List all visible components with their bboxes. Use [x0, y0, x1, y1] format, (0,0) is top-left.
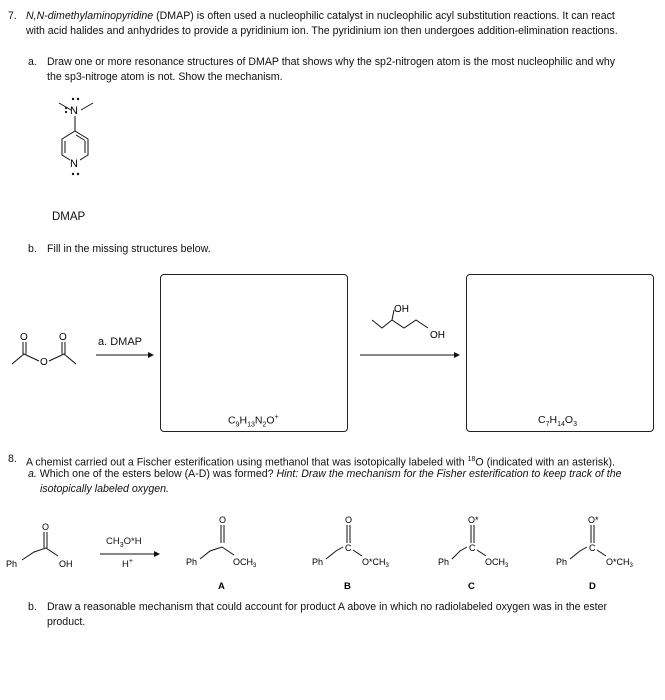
q7-intro-text: (DMAP) is often used a nucleophilic catalyst in nucleophilic acyl substitution reactions. It can react	[156, 10, 615, 22]
acid-oh: OH	[59, 559, 73, 569]
ester-d-label: D	[589, 581, 596, 592]
box1-formula: $C_9H_{13}N_2O^+$	[228, 414, 279, 429]
q7-compound-name: N,N-dimethylaminopyridine	[26, 10, 154, 22]
ester-c-label: C	[468, 581, 475, 592]
diol-oh-right: OH	[430, 330, 445, 341]
anhydride-o-bridge: O	[40, 357, 48, 368]
q7-intro-line2: with acid halides and anhydrides to provide a pyridinium ion. The pyridinium ion then undergoes addition-elimination reactions.	[26, 25, 618, 37]
q7a-line2: the sp3-nitroge atom is not. Show the mechanism.	[47, 71, 283, 83]
arrow-1	[96, 351, 156, 361]
q8a	[28, 467, 658, 497]
diol-reagent-structure	[364, 302, 454, 352]
ester-b-o: O	[345, 515, 353, 525]
q7b-label: b.	[28, 243, 37, 255]
q8b-line2: product.	[47, 616, 86, 628]
q8a-label: a.	[28, 468, 37, 480]
reagent-dmap: a. DMAP	[98, 336, 143, 348]
ester-b-structure	[312, 513, 402, 593]
ester-b-ostar-ch3: $O*CH_3$	[362, 557, 389, 569]
anhydride-o-left: O	[20, 332, 28, 343]
ester-d-c: C	[589, 543, 596, 553]
ester-a-structure	[186, 513, 276, 593]
box2-formula: $C_7H_{14}O_3$	[538, 414, 577, 429]
ester-d-ph: Ph	[556, 557, 568, 567]
dmap-caption: DMAP	[52, 211, 86, 223]
ester-a-och3: $OCH_3$	[233, 557, 257, 569]
q7b-text: Fill in the missing structures below.	[47, 243, 211, 255]
reagent-acid: H+	[122, 558, 133, 571]
dmap-structure	[45, 95, 105, 205]
ester-c-c: C	[469, 543, 476, 553]
diol-oh-top: OH	[394, 304, 409, 315]
q7a-text	[47, 55, 659, 85]
q7-intro	[8, 9, 658, 37]
ester-b-ph: Ph	[312, 557, 324, 567]
acetic-anhydride-structure	[8, 330, 88, 380]
ester-d-ostar: O*	[588, 515, 599, 525]
ester-c-structure	[438, 513, 528, 593]
ester-b-c: C	[345, 543, 352, 553]
q8a-question: Which one of the esters below (A-D) was formed?	[39, 468, 274, 480]
q8-number: 8.	[8, 453, 17, 465]
ester-c-ph: Ph	[438, 557, 450, 567]
q8b-label: b.	[28, 601, 37, 613]
anhydride-o-right: O	[59, 332, 67, 343]
q8-line1: A chemist carried out a Fischer esterification using methanol that was isotopically labeled with $^{18}$O (indicated with an asterisk).	[26, 456, 615, 469]
acid-ph: Ph	[6, 559, 18, 569]
q8b-text	[47, 600, 659, 630]
ester-c-och3: $OCH_3$	[485, 557, 509, 569]
dmap-amine-n: N	[70, 105, 78, 117]
answer-box-1[interactable]	[160, 274, 348, 432]
reagent-methanol: $CH_3O*H$	[106, 536, 142, 549]
ester-d-ostar-ch3: $O*CH_3$	[606, 557, 633, 569]
ester-a-label: A	[218, 581, 225, 592]
ester-d-structure	[556, 513, 656, 593]
answer-box-2[interactable]	[466, 274, 654, 432]
ester-b-label: B	[344, 581, 351, 592]
arrow-2	[360, 351, 460, 361]
q7a-label: a.	[28, 56, 37, 68]
q7-number: 7.	[8, 10, 17, 22]
ester-c-ostar: O*	[468, 515, 479, 525]
ester-a-ph: Ph	[186, 557, 198, 567]
reactant-acid-structure	[6, 520, 86, 580]
q8a-hint2: isotopically labeled oxygen.	[40, 483, 169, 495]
q7a-line1: Draw one or more resonance structures of DMAP that shows why the sp2-nitrogen atom is the most nucleophilic and why	[47, 56, 616, 68]
acid-o: O	[42, 522, 50, 532]
q8a-hint: Hint: Draw the mechanism for the Fisher esterification to keep track of the	[276, 468, 622, 480]
dmap-ring-n: N	[70, 158, 78, 170]
q8b-line1: Draw a reasonable mechanism that could account for product A above in which no radiolabeled oxygen was in the ester	[47, 601, 608, 613]
ester-a-o: O	[219, 515, 227, 525]
